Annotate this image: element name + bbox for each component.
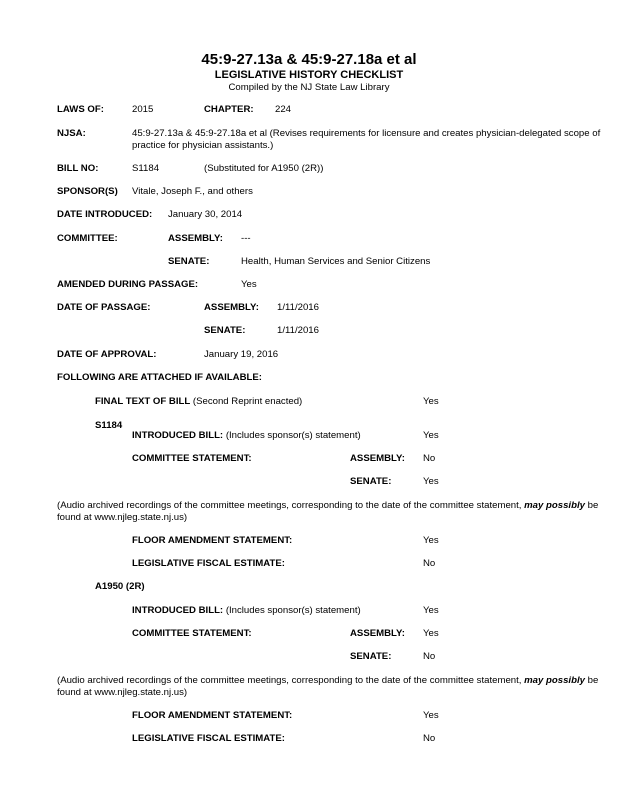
introduced-row	[132, 430, 361, 442]
njsa-label: NJSA:	[57, 128, 86, 139]
page-subtitle: LEGISLATIVE HISTORY CHECKLIST	[214, 69, 404, 81]
introduced-value: Yes	[423, 430, 439, 441]
audio-note-url: be found at www.njleg.state.nj.us)	[57, 500, 599, 523]
njsa-value: 45:9-27.13a & 45:9-27.18a et al (Revises requirements for licensure and creates physician-delegated scope of practice for physician assistants.)	[132, 128, 601, 151]
cs-assembly-value: Yes	[423, 628, 439, 639]
committee-label: COMMITTEE:	[57, 233, 118, 244]
introduced-row	[132, 605, 361, 617]
bill-no-value: S1184	[132, 163, 160, 174]
passage-assembly-value: 1/11/2016	[277, 302, 319, 313]
cs-assembly-value: No	[423, 453, 436, 464]
floor-amendment-value: Yes	[423, 710, 439, 721]
compiled-by: Compiled by the NJ State Law Library	[228, 82, 390, 93]
final-text-row	[95, 396, 302, 408]
bill-name: S1184	[95, 420, 123, 431]
bill-substituted: (Substituted for A1950 (2R))	[204, 163, 324, 174]
laws-of-value: 2015	[132, 104, 154, 115]
passage-senate-label: SENATE:	[204, 325, 246, 336]
fiscal-estimate-label: LEGISLATIVE FISCAL ESTIMATE:	[132, 558, 285, 569]
approval-value: January 19, 2016	[204, 349, 279, 360]
introduced-value: Yes	[423, 605, 439, 616]
chapter-value: 224	[275, 104, 292, 115]
introduced-label: INTRODUCED BILL:	[132, 430, 224, 441]
passage-assembly-label: ASSEMBLY:	[204, 302, 259, 313]
committee-assembly-label: ASSEMBLY:	[168, 233, 223, 244]
fiscal-estimate-value: No	[423, 733, 436, 744]
committee-senate-value: Health, Human Services and Senior Citizens	[241, 256, 431, 267]
fiscal-estimate-value: No	[423, 558, 436, 569]
cs-senate-label: SENATE:	[350, 651, 392, 662]
bill-no-label: BILL NO:	[57, 163, 99, 174]
cs-assembly-label: ASSEMBLY:	[350, 453, 405, 464]
audio-note-text: (Audio archived recordings of the committee meetings, corresponding to the date of the committee statement,	[57, 675, 522, 686]
committee-statement-label: COMMITTEE STATEMENT:	[132, 628, 252, 639]
audio-note-emphasis: may possibly	[524, 500, 585, 511]
passage-senate-value: 1/11/2016	[277, 325, 319, 336]
chapter-label: CHAPTER:	[204, 104, 254, 115]
floor-amendment-label: FLOOR AMENDMENT STATEMENT:	[132, 710, 293, 721]
floor-amendment-label: FLOOR AMENDMENT STATEMENT:	[132, 535, 293, 546]
floor-amendment-value: Yes	[423, 535, 439, 546]
introduced-note: (Includes sponsor(s) statement)	[225, 430, 361, 441]
page-title: 45:9-27.13a & 45:9-27.18a et al	[201, 51, 417, 68]
amended-value: Yes	[241, 279, 257, 290]
final-text-note: (Second Reprint enacted)	[192, 396, 303, 407]
committee-assembly-value: ---	[241, 233, 251, 244]
attached-heading: FOLLOWING ARE ATTACHED IF AVAILABLE:	[57, 372, 262, 383]
cs-senate-value: Yes	[423, 476, 439, 487]
passage-label: DATE OF PASSAGE:	[57, 302, 151, 313]
audio-note-text: (Audio archived recordings of the committee meetings, corresponding to the date of the committee statement,	[57, 500, 522, 511]
fiscal-estimate-label: LEGISLATIVE FISCAL ESTIMATE:	[132, 733, 285, 744]
cs-assembly-label: ASSEMBLY:	[350, 628, 405, 639]
final-text-label: FINAL TEXT OF BILL	[95, 396, 191, 407]
approval-label: DATE OF APPROVAL:	[57, 349, 157, 360]
audio-note-emphasis: may possibly	[524, 675, 585, 686]
audio-note-url: be found at www.njleg.state.nj.us)	[57, 675, 599, 698]
date-introduced-label: DATE INTRODUCED:	[57, 209, 153, 220]
audio-note	[57, 675, 607, 699]
date-introduced-value: January 30, 2014	[168, 209, 243, 220]
amended-label: AMENDED DURING PASSAGE:	[57, 279, 199, 290]
laws-of-label: LAWS OF:	[57, 104, 104, 115]
introduced-label: INTRODUCED BILL:	[132, 605, 224, 616]
audio-note	[57, 500, 607, 524]
committee-senate-label: SENATE:	[168, 256, 210, 267]
introduced-note: (Includes sponsor(s) statement)	[225, 605, 361, 616]
committee-statement-label: COMMITTEE STATEMENT:	[132, 453, 252, 464]
cs-senate-label: SENATE:	[350, 476, 392, 487]
final-text-value: Yes	[423, 396, 439, 407]
sponsors-label: SPONSOR(S)	[57, 186, 118, 197]
cs-senate-value: No	[423, 651, 436, 662]
sponsors-value: Vitale, Joseph F., and others	[132, 186, 253, 197]
bill-name: A1950 (2R)	[95, 581, 145, 592]
